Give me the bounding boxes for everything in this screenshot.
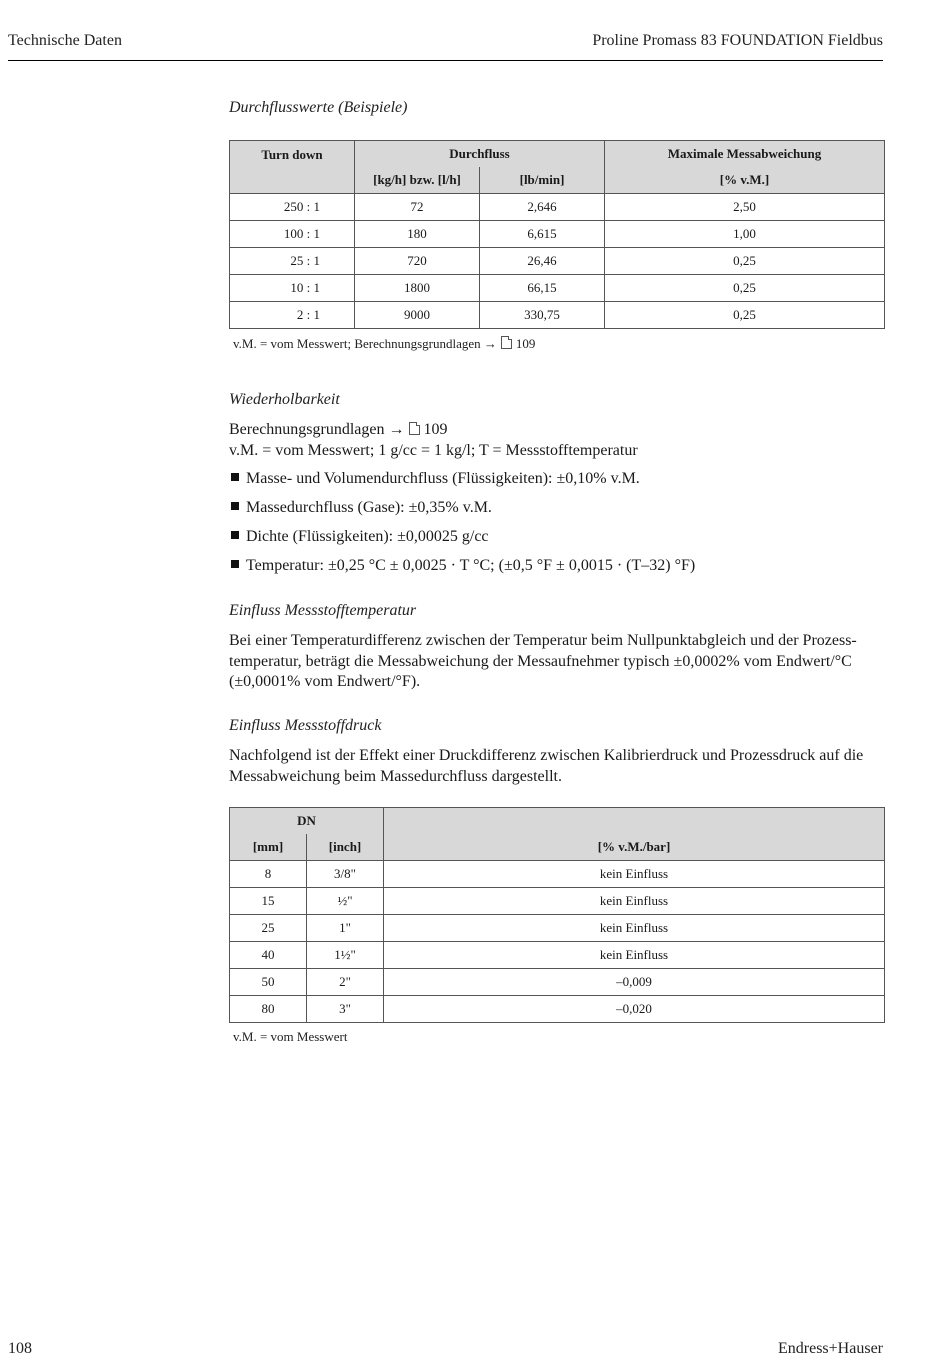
list-item-text: Masse- und Volumendurchfluss (Flüssigkeiten): ±0,10% v.M.: [246, 470, 640, 487]
header-rule: [8, 60, 883, 61]
cell-mm: 25: [230, 915, 307, 942]
cell-deviation: 0,25: [605, 275, 885, 302]
col-percent-vm: [% v.M.]: [605, 167, 885, 194]
cell-kg-h: 180: [355, 221, 480, 248]
table-row: [230, 194, 885, 221]
list-item-text: Dichte (Flüssigkeiten): ±0,00025 g/cc: [246, 528, 489, 545]
cell-turn-down: 25 : 1: [230, 248, 355, 275]
paragraph-line: Messabweichung beim Massedurchfluss dargestellt.: [229, 767, 562, 785]
reference-text: Berechnungsgrundlagen →: [229, 421, 405, 438]
cell-mm: 8: [230, 861, 307, 888]
cell-lb-min: 2,646: [480, 194, 605, 221]
cell-kg-h: 72: [355, 194, 480, 221]
table-row: [230, 248, 885, 275]
pressure-table-note: v.M. = vom Messwert: [233, 1029, 348, 1044]
cell-turn-down: 10 : 1: [230, 275, 355, 302]
cell-effect: –0,009: [384, 969, 885, 996]
pressure-influence-table: [229, 807, 885, 1023]
cell-effect: kein Einfluss: [384, 888, 885, 915]
pressure-influence-paragraph: [229, 746, 885, 787]
cell-effect: –0,020: [384, 996, 885, 1023]
cell-mm: 40: [230, 942, 307, 969]
paragraph-line: (±0,0001% vom Endwert/°F).: [229, 673, 421, 690]
flow-values-heading: Durchflusswerte (Beispiele): [229, 99, 408, 116]
table-row: [230, 996, 885, 1023]
list-item: [229, 557, 695, 575]
paragraph-line: temperatur, beträgt die Messabweichung der Messaufnehmer typisch ±0,0002% vom Endwert/°C: [229, 652, 852, 670]
col-mm: [mm]: [230, 834, 307, 861]
note-page-ref[interactable]: 109: [515, 336, 536, 351]
list-item: [229, 528, 489, 546]
table-header-row: [230, 141, 885, 168]
cell-kg-h: 9000: [355, 302, 480, 329]
flow-table-note: [233, 336, 535, 352]
cell-mm: 15: [230, 888, 307, 915]
cell-deviation: 2,50: [605, 194, 885, 221]
cell-kg-h: 720: [355, 248, 480, 275]
list-item-text: Temperatur: ±0,25 °C ± 0,0025 · T °C; (±0,5 °F ± 0,0015 · (T–32) °F): [246, 557, 696, 574]
cell-deviation: 1,00: [605, 221, 885, 248]
cell-effect: kein Einfluss: [384, 942, 885, 969]
cell-deviation: 0,25: [605, 302, 885, 329]
cell-inch: 1½": [307, 942, 384, 969]
cell-deviation: 0,25: [605, 248, 885, 275]
bullet-icon: [231, 473, 239, 481]
col-percent-vm-bar: [% v.M./bar]: [384, 834, 885, 861]
cell-inch: ½": [307, 888, 384, 915]
col-lb-min: [lb/min]: [480, 167, 605, 194]
table-row: [230, 942, 885, 969]
cell-mm: 80: [230, 996, 307, 1023]
reference-page[interactable]: 109: [423, 421, 448, 438]
col-turn-down: Turn down: [230, 141, 355, 194]
table-row: [230, 915, 885, 942]
table-row: [230, 275, 885, 302]
cell-turn-down: 250 : 1: [230, 194, 355, 221]
paragraph-line: Nachfolgend ist der Effekt einer Druckdifferenz zwischen Kalibrierdruck und Prozessdruck auf die: [229, 747, 864, 764]
cell-effect: kein Einfluss: [384, 915, 885, 942]
temperature-influence-heading: Einfluss Messstofftemperatur: [229, 602, 417, 619]
cell-inch: 2": [307, 969, 384, 996]
note-text: v.M. = vom Messwert; Berechnungsgrundlagen →: [233, 336, 497, 351]
list-item: [229, 470, 640, 488]
pressure-influence-heading: Einfluss Messstoffdruck: [229, 717, 382, 734]
cell-inch: 3/8": [307, 861, 384, 888]
repeatability-definitions: v.M. = vom Messwert; 1 g/cc = 1 kg/l; T = Messstofftemperatur: [229, 442, 638, 459]
bullet-icon: [231, 531, 239, 539]
col-group-durchfluss: Durchfluss: [355, 141, 605, 168]
col-inch: [inch]: [307, 834, 384, 861]
list-item: [229, 499, 492, 517]
header-section-title: Technische Daten: [8, 32, 122, 49]
cell-mm: 50: [230, 969, 307, 996]
page-reference-icon: [409, 422, 420, 435]
cell-lb-min: 66,15: [480, 275, 605, 302]
brand-name: Endress+Hauser: [778, 1340, 883, 1357]
table-row: [230, 888, 885, 915]
table-row: [230, 302, 885, 329]
repeatability-heading: Wiederholbarkeit: [229, 391, 340, 408]
temperature-influence-paragraph: [229, 631, 885, 693]
repeatability-reference: [229, 420, 885, 441]
page-number: 108: [8, 1340, 32, 1357]
col-max-deviation: Maximale Messabweichung: [605, 141, 885, 168]
cell-turn-down: 2 : 1: [230, 302, 355, 329]
col-group-dn: DN: [230, 808, 384, 835]
cell-inch: 1": [307, 915, 384, 942]
cell-lb-min: 26,46: [480, 248, 605, 275]
paragraph-line: Bei einer Temperaturdifferenz zwischen der Temperatur beim Nullpunktabgleich und der Prozess-: [229, 632, 857, 649]
col-kg-h: [kg/h] bzw. [l/h]: [355, 167, 480, 194]
col-empty-header: [384, 808, 885, 835]
flow-values-table: [229, 140, 885, 329]
cell-turn-down: 100 : 1: [230, 221, 355, 248]
table-header-row: [230, 834, 885, 861]
header-document-title: Proline Promass 83 FOUNDATION Fieldbus: [592, 32, 883, 49]
table-row: [230, 861, 885, 888]
cell-effect: kein Einfluss: [384, 861, 885, 888]
cell-inch: 3": [307, 996, 384, 1023]
cell-kg-h: 1800: [355, 275, 480, 302]
table-row: [230, 221, 885, 248]
cell-lb-min: 6,615: [480, 221, 605, 248]
bullet-icon: [231, 502, 239, 510]
page-reference-icon: [501, 336, 512, 349]
table-header-row: [230, 808, 885, 835]
bullet-icon: [231, 560, 239, 568]
list-item-text: Massedurchfluss (Gase): ±0,35% v.M.: [246, 499, 492, 516]
table-row: [230, 969, 885, 996]
cell-lb-min: 330,75: [480, 302, 605, 329]
